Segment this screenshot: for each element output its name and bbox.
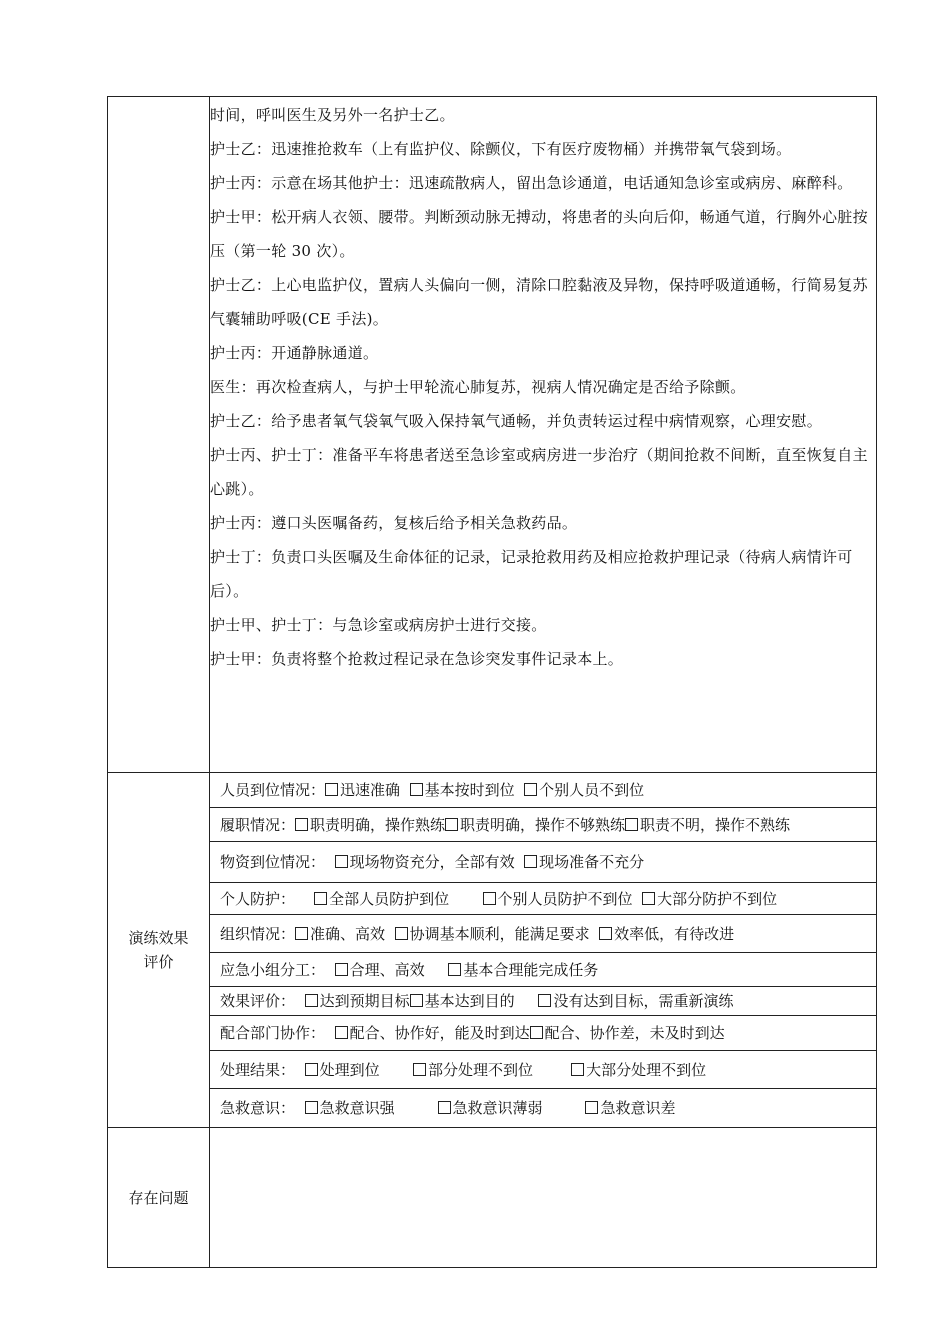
evaluation-option-label: 基本合理能完成任务	[463, 960, 599, 979]
checkbox-icon[interactable]	[314, 892, 327, 905]
procedure-step: 护士丙：示意在场其他护士：迅速疏散病人，留出急诊通道，电话通知急诊室或病房、麻醉科。	[210, 174, 853, 192]
evaluation-option-label: 处理到位	[319, 1060, 380, 1079]
evaluation-option[interactable]	[445, 814, 625, 835]
procedure-step: 医生：再次检查病人，与护士甲轮流心肺复苏，视病人情况确定是否给予除颤。	[210, 378, 746, 396]
evaluation-option-label: 基本按时到位	[424, 781, 515, 800]
evaluation-label-line: 演练效果	[128, 929, 189, 947]
checkbox-icon[interactable]	[335, 963, 348, 976]
evaluation-label-cell	[108, 773, 210, 1128]
procedure-step: 护士乙：迅速推抢救车（上有监护仪、除颤仪，下有医疗废物桶）并携带氧气袋到场。	[210, 140, 792, 158]
evaluation-option-label: 职责明确，操作不够熟练	[460, 815, 626, 834]
evaluation-item-row	[210, 1015, 876, 1050]
evaluation-option-label: 大部分处理不到位	[586, 1060, 707, 1079]
evaluation-item-label: 效果评价：	[220, 992, 296, 1010]
evaluation-option-label: 合理、高效	[349, 960, 425, 979]
problems-row	[108, 1128, 877, 1268]
evaluation-item-cell	[210, 773, 876, 807]
evaluation-item-row	[210, 1050, 876, 1088]
drill-record-table	[107, 96, 877, 1268]
evaluation-option[interactable]	[483, 888, 633, 909]
evaluation-option-label: 效率低，有待改进	[614, 924, 735, 943]
problems-content-cell[interactable]	[210, 1128, 877, 1268]
evaluation-option[interactable]	[410, 779, 515, 800]
evaluation-option[interactable]	[585, 1097, 675, 1118]
checkbox-icon[interactable]	[524, 783, 537, 796]
evaluation-item-row	[210, 914, 876, 952]
checkbox-icon[interactable]	[413, 1063, 426, 1076]
evaluation-item-label: 履职情况：	[220, 815, 296, 834]
evaluation-item-row	[210, 952, 876, 986]
evaluation-item-cell	[210, 882, 876, 914]
procedure-step: 护士丙：遵口头医嘱备药，复核后给予相关急救药品。	[210, 514, 578, 532]
evaluation-item-cell	[210, 807, 876, 841]
evaluation-option-label: 配合、协作好，能及时到达	[349, 1024, 530, 1042]
evaluation-option[interactable]	[335, 851, 515, 872]
checkbox-icon[interactable]	[571, 1063, 584, 1076]
evaluation-item-cell	[210, 1088, 876, 1127]
checkbox-icon[interactable]	[335, 1026, 348, 1039]
evaluation-option[interactable]	[410, 990, 515, 1011]
evaluation-item-cell	[210, 952, 876, 986]
evaluation-option-label: 职责不明，操作不熟练	[640, 815, 791, 834]
checkbox-icon[interactable]	[410, 994, 423, 1007]
evaluation-item-cell	[210, 914, 876, 952]
evaluation-option[interactable]	[295, 814, 445, 835]
evaluation-option-label: 全部人员防护到位	[329, 889, 450, 908]
evaluation-item-cell	[210, 841, 876, 882]
checkbox-icon[interactable]	[642, 892, 655, 905]
evaluation-item-row	[210, 986, 876, 1015]
evaluation-option[interactable]	[413, 1059, 533, 1080]
evaluation-item-label: 物资到位情况：	[220, 853, 326, 871]
evaluation-option-label: 个别人员不到位	[539, 781, 645, 800]
evaluation-item-label: 配合部门协作：	[220, 1024, 326, 1042]
checkbox-icon[interactable]	[585, 1101, 598, 1114]
evaluation-item-row	[210, 882, 876, 914]
checkbox-icon[interactable]	[599, 927, 612, 940]
evaluation-option-label: 个别人员防护不到位	[497, 889, 633, 908]
checkbox-icon[interactable]	[335, 855, 348, 868]
procedure-step: 护士甲：负责将整个抢救过程记录在急诊突发事件记录本上。	[210, 650, 624, 668]
checkbox-icon[interactable]	[325, 783, 338, 796]
evaluation-option-label: 配合、协作差，未及时到达	[544, 1024, 725, 1042]
evaluation-item-cell	[210, 986, 876, 1015]
checkbox-icon[interactable]	[625, 818, 638, 831]
evaluation-option-label: 急救意识差	[600, 1099, 676, 1118]
evaluation-item-row	[210, 841, 876, 882]
evaluation-option[interactable]	[335, 959, 425, 980]
checkbox-icon[interactable]	[395, 927, 408, 940]
checkbox-icon[interactable]	[295, 818, 308, 831]
evaluation-item-label: 人员到位情况：	[220, 781, 326, 800]
evaluation-item-cell	[210, 1015, 876, 1050]
evaluation-item-label: 急救意识：	[220, 1099, 296, 1118]
evaluation-item-row	[210, 773, 876, 807]
checkbox-icon[interactable]	[538, 994, 551, 1007]
problems-label-cell	[108, 1128, 210, 1268]
evaluation-option-label: 准确、高效	[310, 924, 386, 943]
evaluation-option[interactable]	[305, 1059, 380, 1080]
procedure-step: 护士丁：负责口头医嘱及生命体征的记录，记录抢救用药及相应抢救护理记录（待病人病情许可后）。	[210, 548, 853, 600]
checkbox-icon[interactable]	[410, 783, 423, 796]
evaluation-option-label: 职责明确，操作熟练	[310, 815, 446, 834]
evaluation-item-label: 应急小组分工：	[220, 960, 326, 979]
evaluation-item-row	[210, 1088, 876, 1127]
checkbox-icon[interactable]	[438, 1101, 451, 1114]
procedure-step: 护士乙：上心电监护仪，置病人头偏向一侧，清除口腔黏液及异物，保持呼吸道通畅，行简易复苏气囊辅助呼吸(CE 手法)。	[210, 276, 868, 328]
procedure-step: 护士甲：松开病人衣领、腰带。判断颈动脉无搏动，将患者的头向后仰，畅通气道，行胸外心脏按压（第一轮 30 次）。	[210, 208, 868, 260]
procedure-content-cell	[210, 97, 877, 773]
evaluation-option[interactable]	[325, 779, 400, 800]
evaluation-option[interactable]	[571, 1059, 706, 1080]
evaluation-option[interactable]	[642, 888, 777, 909]
evaluation-option-label: 没有达到目标，需重新演练	[553, 992, 734, 1010]
evaluation-option[interactable]	[599, 923, 734, 944]
evaluation-option[interactable]	[305, 990, 410, 1011]
procedure-step: 护士甲、护士丁：与急诊室或病房护士进行交接。	[210, 616, 547, 634]
procedure-row	[108, 97, 877, 773]
evaluation-option-label: 急救意识强	[319, 1099, 395, 1118]
evaluation-option-label: 迅速准确	[340, 781, 401, 800]
evaluation-label-line: 评价	[143, 953, 174, 971]
checkbox-icon[interactable]	[445, 818, 458, 831]
evaluation-option[interactable]	[530, 1022, 725, 1043]
evaluation-option[interactable]	[438, 1097, 543, 1118]
evaluation-option[interactable]	[395, 923, 590, 944]
evaluation-option[interactable]	[314, 888, 449, 909]
evaluation-option[interactable]	[538, 990, 733, 1011]
evaluation-option[interactable]	[335, 1022, 530, 1043]
evaluation-option-label: 大部分防护不到位	[657, 889, 778, 908]
evaluation-option[interactable]	[524, 779, 644, 800]
checkbox-icon[interactable]	[305, 994, 318, 1007]
evaluation-content-cell	[210, 773, 877, 1128]
evaluation-item-cell	[210, 1050, 876, 1088]
evaluation-item-label: 组织情况：	[220, 924, 296, 943]
procedure-step: 护士乙：给予患者氧气袋氧气吸入保持氧气通畅，并负责转运过程中病情观察，心理安慰。	[210, 412, 823, 430]
evaluation-option-label: 部分处理不到位	[427, 1060, 533, 1079]
evaluation-option-label: 达到预期目标	[319, 992, 410, 1010]
checkbox-icon[interactable]	[305, 1101, 318, 1114]
evaluation-option-label: 急救意识薄弱	[452, 1099, 543, 1118]
evaluation-option[interactable]	[625, 814, 790, 835]
evaluation-options-table	[210, 773, 876, 1127]
evaluation-item-label: 个人防护：	[220, 889, 296, 908]
evaluation-option[interactable]	[295, 923, 385, 944]
procedure-step: 护士丙、护士丁：准备平车将患者送至急诊室或病房进一步治疗（期间抢救不间断，直至恢复自主心跳）。	[210, 446, 868, 498]
checkbox-icon[interactable]	[305, 1063, 318, 1076]
evaluation-option[interactable]	[524, 851, 644, 872]
checkbox-icon[interactable]	[483, 892, 496, 905]
evaluation-item-row	[210, 807, 876, 841]
evaluation-option[interactable]	[448, 959, 598, 980]
evaluation-row	[108, 773, 877, 1128]
evaluation-option-label: 协调基本顺利，能满足要求	[409, 924, 590, 943]
evaluation-option[interactable]	[305, 1097, 395, 1118]
evaluation-option-label: 现场准备不充分	[539, 853, 645, 871]
procedure-label-cell	[108, 97, 210, 773]
checkbox-icon[interactable]	[295, 927, 308, 940]
evaluation-item-label: 处理结果：	[220, 1060, 296, 1079]
evaluation-option-label: 现场物资充分，全部有效	[349, 853, 515, 871]
problems-label: 存在问题	[128, 1188, 189, 1207]
evaluation-option-label: 基本达到目的	[424, 992, 515, 1010]
procedure-step: 时间，呼叫医生及另外一名护士乙。	[210, 106, 455, 124]
procedure-step: 护士丙：开通静脉通道。	[210, 344, 379, 362]
checkbox-icon[interactable]	[448, 963, 461, 976]
checkbox-icon[interactable]	[524, 855, 537, 868]
checkbox-icon[interactable]	[530, 1026, 543, 1039]
